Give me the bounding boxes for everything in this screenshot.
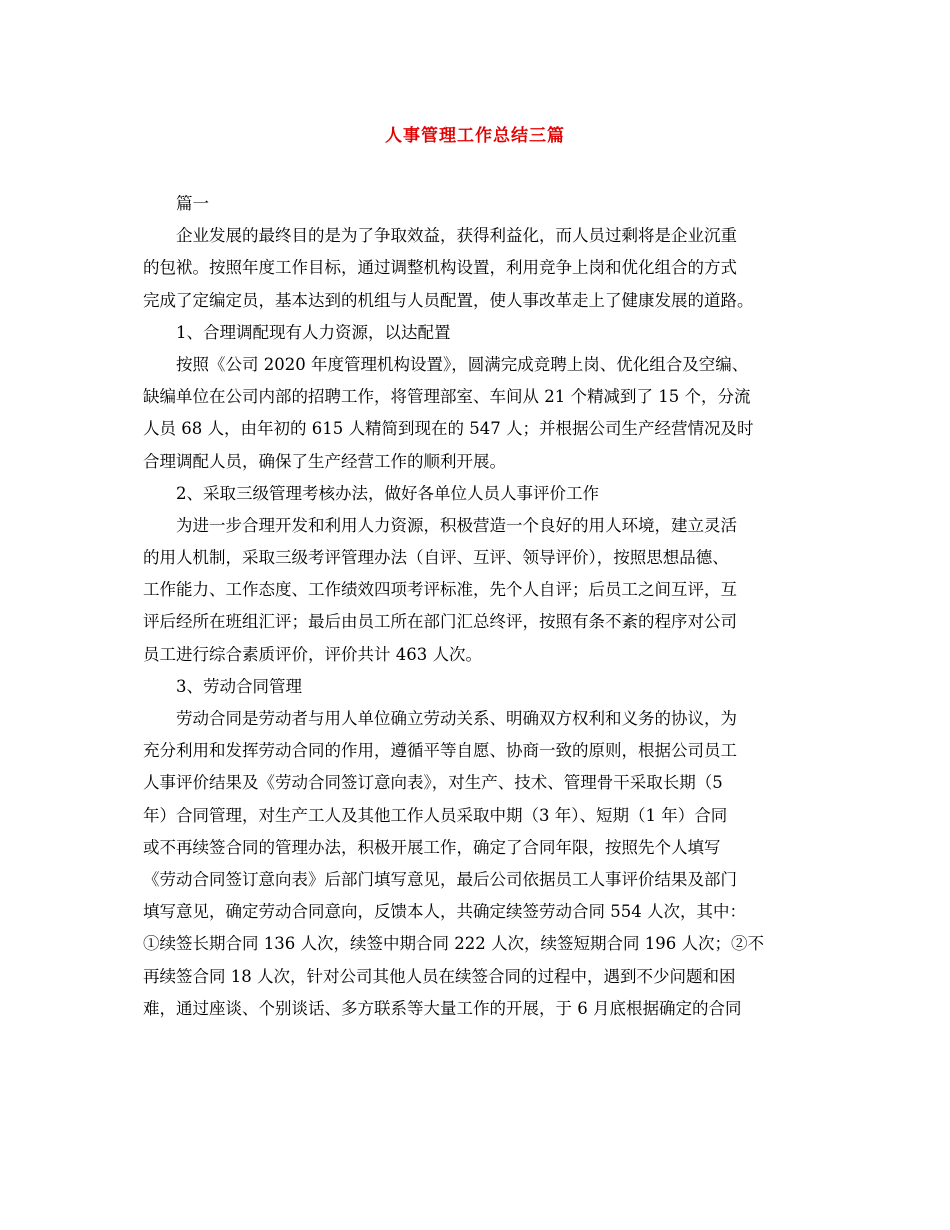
paragraph-line: 合理调配人员，确保了生产经营工作的顺利开展。 [143, 451, 506, 471]
item-heading-1: 1、合理调配现有人力资源，以达配置 [176, 322, 451, 342]
paragraph-line: 人员 68 人，由年初的 615 人精简到现在的 547 人；并根据公司生产经营情况及时 [143, 419, 754, 439]
item-heading-2: 2、采取三级管理考核办法，做好各单位人员人事评价工作 [176, 483, 599, 503]
paragraph-line: 企业发展的最终目的是为了争取效益，获得利益化，而人员过剩将是企业沉重 [176, 226, 737, 246]
document-body [143, 188, 823, 1025]
paragraph-line: 或不再续签合同的管理办法，积极开展工作，确定了合同年限，按照先个人填写 [143, 837, 721, 857]
paragraph-line: 按照《公司 2020 年度管理机构设置》，圆满完成竞聘上岗、优化组合及空编、 [176, 354, 749, 374]
paragraph-line: 缺编单位在公司内部的招聘工作，将管理部室、车间从 21 个精减到了 15 个，分流 [143, 387, 751, 407]
paragraph-line: 填写意见，确定劳动合同意向，反馈本人，共确定续签劳动合同 554 人次，其中： [143, 902, 746, 922]
item-heading-3: 3、劳动合同管理 [176, 676, 302, 696]
paragraph-line: 的包袱。按照年度工作目标，通过调整机构设置，利用竞争上岗和优化组合的方式 [143, 258, 737, 278]
section-heading-pian-yi: 篇一 [176, 194, 209, 213]
paragraph-line: 《劳动合同签订意向表》后部门填写意见，最后公司依据员工人事评价结果及部门 [143, 869, 737, 889]
paragraph-line: 再续签合同 18 人次，针对公司其他人员在续签合同的过程中，遇到不少问题和困 [143, 966, 736, 986]
paragraph-line: 年）合同管理，对生产工人及其他工作人员采取中期（3 年）、短期（1 年）合同 [143, 805, 728, 825]
document-title: 人事管理工作总结三篇 [385, 126, 565, 146]
paragraph-line: 人事评价结果及《劳动合同签订意向表》，对生产、技术、管理骨干采取长期（5 [143, 773, 723, 793]
paragraph-line: ①续签长期合同 136 人次，续签中期合同 222 人次，续签短期合同 196 人次；②不 [143, 934, 764, 954]
paragraph-line: 难，通过座谈、个别谈话、多方联系等大量工作的开展，于 6 月底根据确定的合同 [143, 998, 742, 1018]
paragraph-line: 为进一步合理开发和利用人力资源，积极营造一个良好的用人环境，建立灵活 [176, 515, 737, 535]
paragraph-line: 劳动合同是劳动者与用人单位确立劳动关系、明确双方权利和义务的协议，为 [176, 709, 737, 728]
paragraph-line: 完成了定编定员，基本达到的机组与人员配置，使人事改革走上了健康发展的道路。 [143, 290, 754, 310]
paragraph-line: 员工进行综合素质评价，评价共计 463 人次。 [143, 644, 482, 664]
paragraph-line: 充分利用和发挥劳动合同的作用，遵循平等自愿、协商一致的原则，根据公司员工 [143, 741, 737, 761]
paragraph-line: 工作能力、工作态度、工作绩效四项考评标准，先个人自评；后员工之间互评，互 [143, 580, 737, 600]
paragraph-line: 的用人机制，采取三级考评管理办法（自评、互评、领导评价），按照思想品德、 [143, 548, 729, 568]
paragraph-line: 评后经所在班组汇评；最后由员工所在部门汇总终评，按照有条不紊的程序对公司 [143, 612, 737, 632]
